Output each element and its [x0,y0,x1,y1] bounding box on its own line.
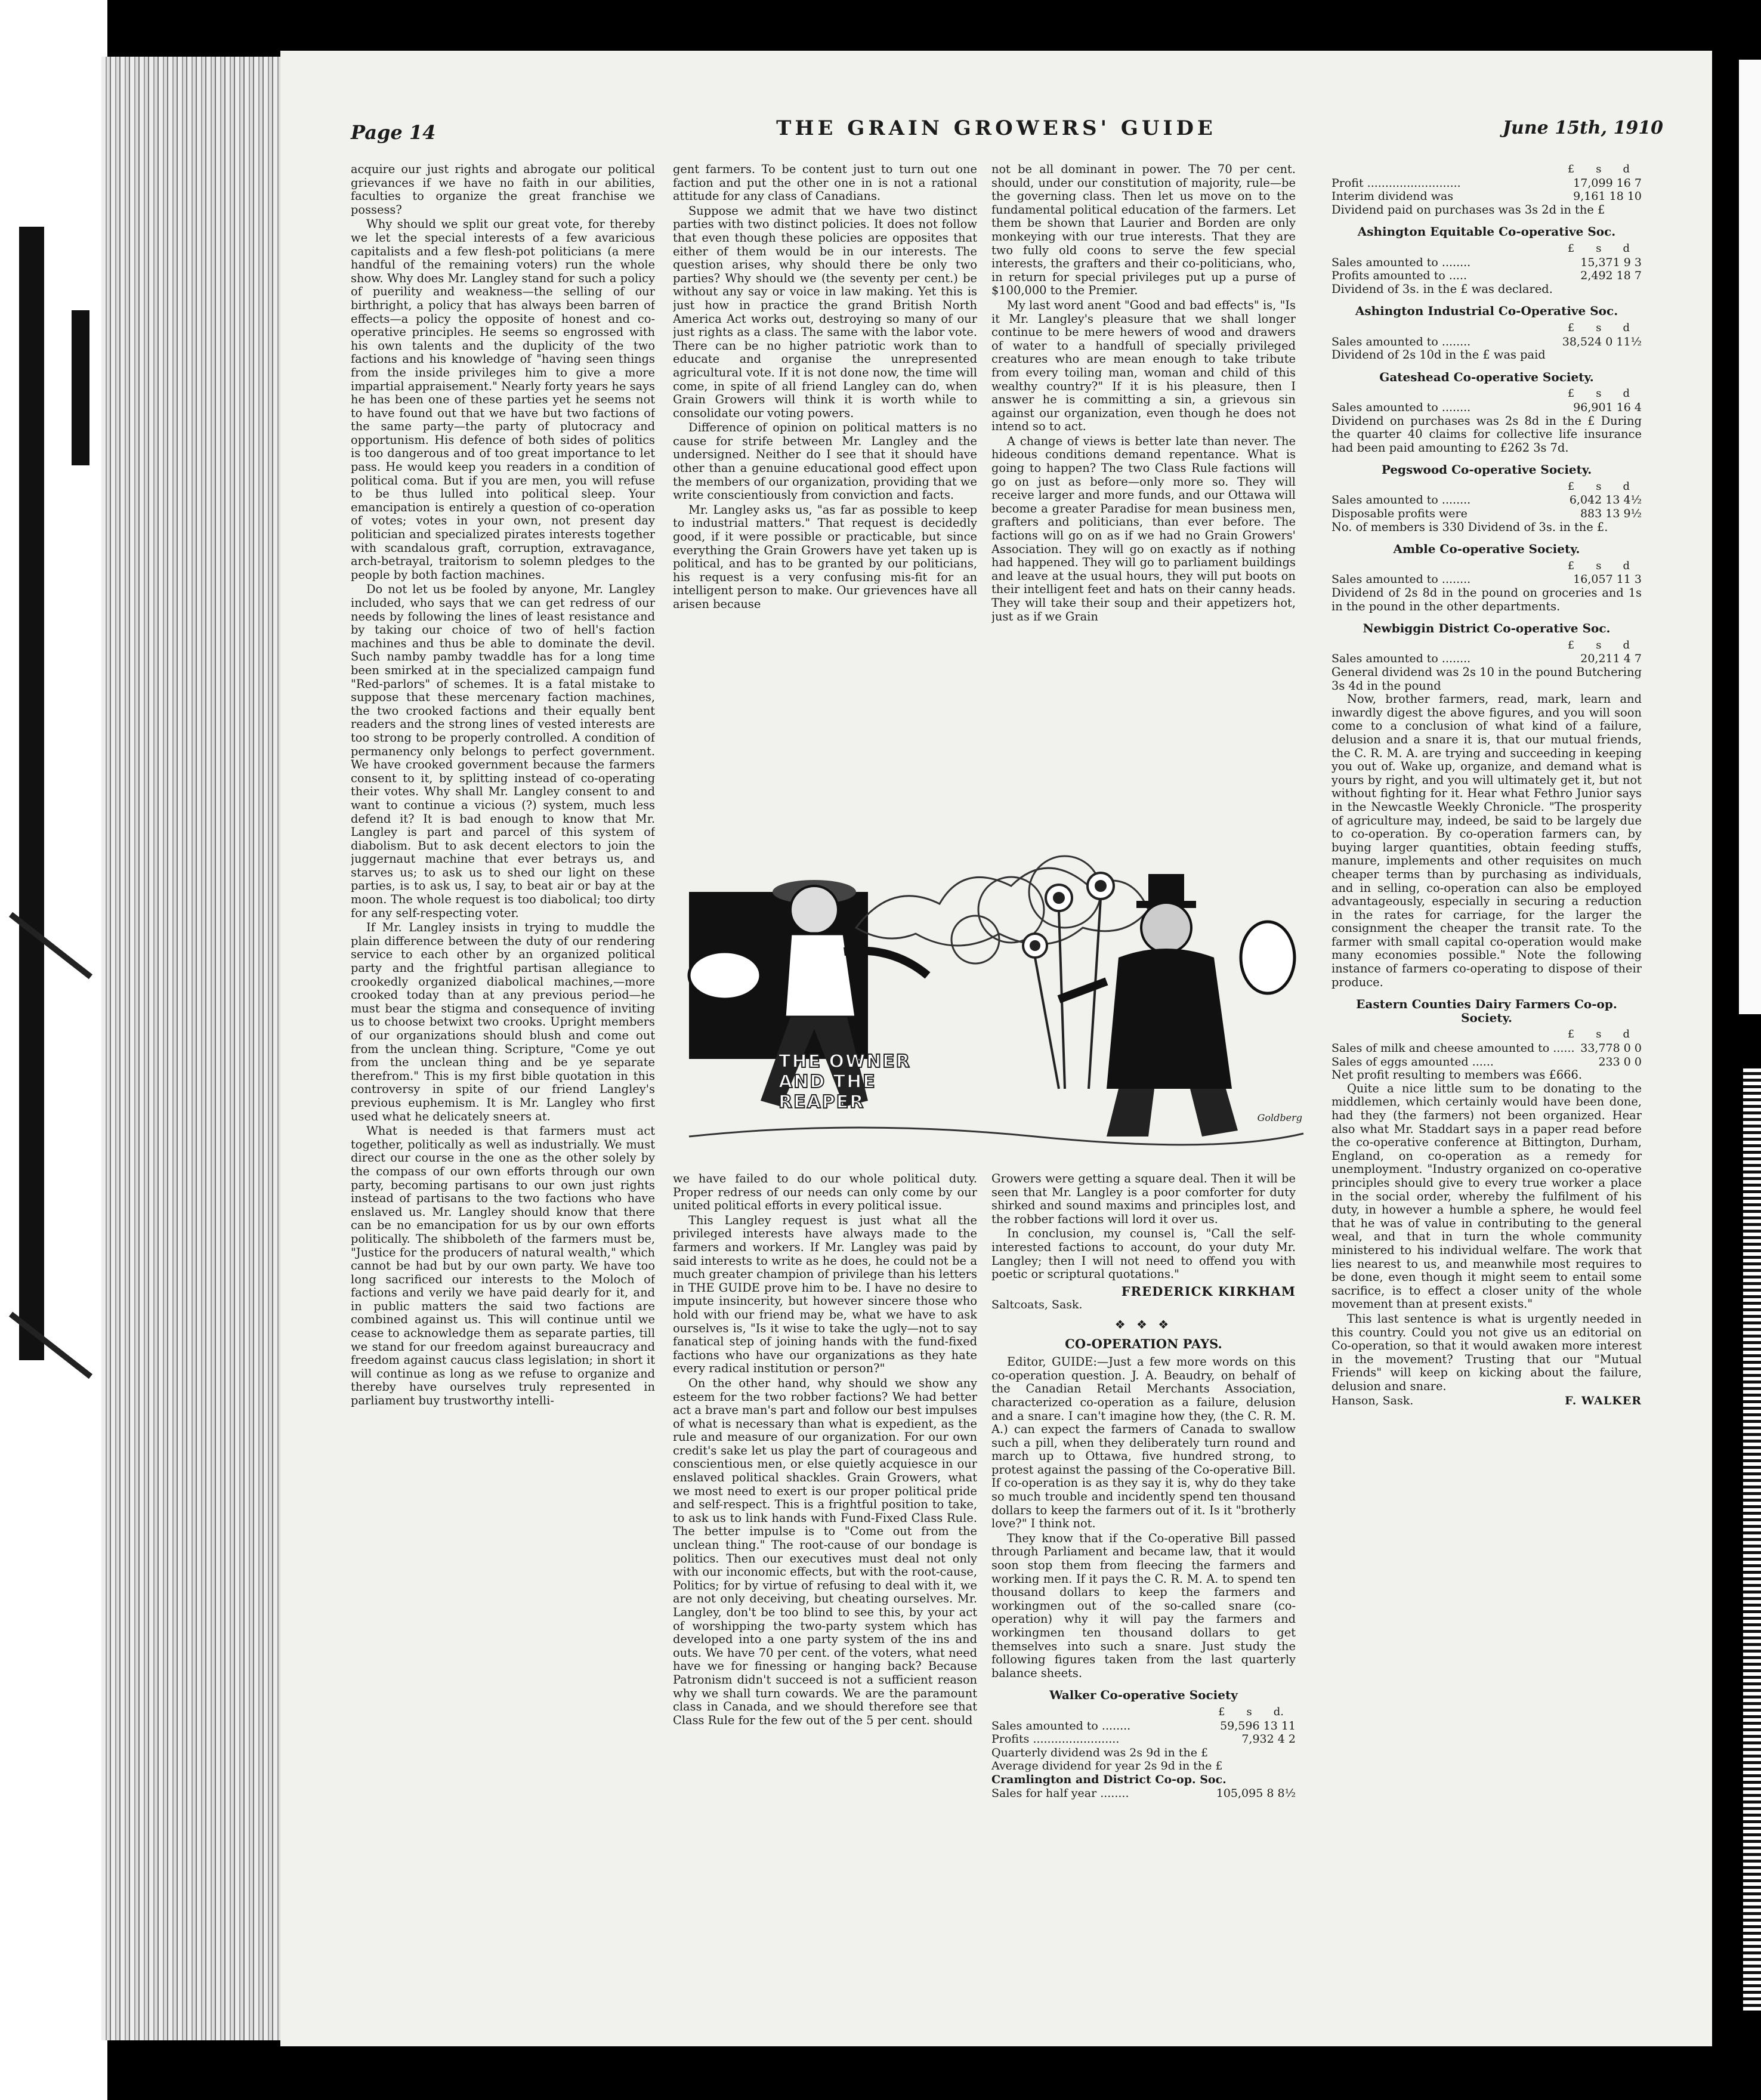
paragraph: On the other hand, why should we show any esteem for the two robber factions? We had better act a brave man's part and follow our best impulses of what is necessary than what is expedient, as the rule and measure of our organization. For our own credit's sake let us play the part of courageous and conscientious men, or else quietly acquiesce in our enslaved political shackles. Grain Growers, what we most need to exert is our proper political pride and self-respect. This is a frightful position to take, to ask us to link hands with Fund-Fixed Class Rule. The better impulse is to "Come out from the unclean thing." The root-cause of our bondage is politics. Then our executives must deal not only with our inconomic effects, but with the root-cause, Politics; for by virtue of refusing to deal with it, we are not only deceiving, but cheating ourselves. Mr. Langley, don't be too blind to see this, by your act of worshipping the two-party system which has developed into a one party system of the ins and outs. We have 70 per cent. of the voters, what need have we for finessing or hanging back? Because Patronism didn't succeed is not a sufficient reason why we shall turn cowards. We are the paramount class in Canada, and we should therefore see that Class Rule for the few out of the 5 per cent. should [673,1376,977,1727]
figure-note: No. of members is 330 Dividend of 3s. in the £. [1331,520,1608,534]
figure-row [991,1732,1296,1746]
figure-value: 38,524 0 11½ [1562,335,1642,348]
article-heading: CO-OPERATION PAYS. [1065,1336,1222,1351]
lsd-pence: d [1623,321,1630,334]
figure-note: Net profit resulting to members was £666. [1331,1068,1583,1082]
lsd-pence: d. [1273,1705,1284,1718]
paragraph: If Mr. Langley insists in trying to muddle the plain difference between the duty of our rendering service to each other by an organized political party and the frightful partisan allegiance to crookedly organized diabolical machines,—more crooked today than at any previous period—he must bear the stigma and consequence of inviting us to choose betwixt two crooks. Upright members of our organizations should blush and come out from the unclean thing. Scripture, "Come ye out from the unclean thing and be ye separate therefrom." This is my first bible quotation in this controversy in spite of our friend Langley's previous euphemism. It is Mr. Langley who first used what he delicately sneers at. [351,921,655,1123]
figure-row [991,1787,1296,1801]
paragraph: Difference of opinion on political matters is no cause for strife between Mr. Langley and the undersigned. Neither do I see that it should have other than a genuine educational good effect upon the members of our organization, providing that we write conscientiously from conviction and facts. [673,421,977,502]
lsd-pounds: £ [1567,242,1575,255]
scan-calibration-stripes [1743,1068,1761,2011]
figure-value: 105,095 8 8½ [1216,1786,1296,1800]
lsd-pounds: £ [1567,638,1575,651]
figure-label: Sales amounted to ........ [1331,335,1471,348]
society-title: Newbiggin District Co-operative Soc. [1363,621,1611,636]
lsd-pence: d [1623,163,1630,175]
lsd-pounds: £ [1567,163,1575,175]
society-title: Ashington Industrial Co-Operative Soc. [1355,304,1618,319]
issue-date: June 15th, 1910 [1502,118,1663,138]
society-block [1331,463,1642,534]
figure-note: Dividend of 2s 8d in the pound on groceries and 1s in the pound in the other departments. [1331,586,1642,613]
page-number: Page 14 [351,121,436,144]
figure-row [1331,335,1642,349]
figure-label: Sales amounted to ........ [991,1719,1131,1732]
figure-row [1331,1055,1642,1069]
figure-label: Sales for half year ........ [991,1786,1129,1800]
figure-value: 96,901 16 4 [1573,400,1642,414]
masthead: THE GRAIN GROWERS' GUIDE [776,116,1216,140]
figure-row [1331,177,1642,190]
paragraph: A change of views is better late than never. The hideous conditions demand repentance. What is going to happen? The two Class Rule factions will go on just as before—only more so. They will receive larger and more funds, and our Ottawa will become a greater Paradise for mean business men, grafters and politicians, than ever before. The factions will go on as if we had no Grain Growers' Association. They will go on exactly as if nothing had happened. They will go to parliament buildings and leave at the usual hours, they will put boots on their intelligent feet and hats on their canny heads. They will take their soup and their appetizers hot, just as if we Grain [991,434,1296,623]
lsd-pounds: £ [1567,480,1575,493]
paragraph: Quite a nice little sum to be donating to the middlemen, which certainly would have been done, had they (the farmers) not been organized. Hear also what Mr. Staddart says in a paper read before the co-operative conference at Bittington, Durham, England, on co-operation as a remedy for unemployment. "Industry organized on co-operative principles should give to every true worker a place in the social order, whereby the fulfilment of his duty, in however a humble a sphere, he would feel that he was of value in contributing to the general weal, and that in turn the whole community ministered to his individual welfare. The work that lies nearest to us, and meanwhile most requires to be done, even though it might seem to entail some sacrifice, is to effect a closer unity of the whole movement than at present exists." [1331,1081,1642,1311]
column-4 [1331,163,1642,2012]
lsd-pounds: £ [1567,1028,1575,1041]
paragraph: This Langley request is just what all the privileged interests have always made to the farmers and workers. If Mr. Langley was paid by said interests to write as he does, he could not be a much greater champion of privilege than his letters in THE GUIDE prove him to be. I have no desire to impute insincerity, but however sincere those who hold with our friend may be, what we have to ask ourselves is, "Is it wise to take the ugly—not to say fanatical step of joining hands with the fund-fixed factions who have our organizations as they hate every radical institution or person?" [673,1213,977,1376]
artist-signature: Goldberg [1257,1112,1302,1123]
paragraph: In conclusion, my counsel is, "Call the self-interested factions to account, do your duty Mr. Langley; then I will not need to offend you with poetic or scriptural quotations." [991,1227,1296,1281]
lsd-pence: d [1623,559,1630,572]
figure-label: Sales amounted to ........ [1331,255,1471,269]
lsd-pounds: £ [1218,1705,1225,1718]
figure-label: Interim dividend was [1331,190,1454,203]
book-page-edges [101,57,280,2040]
letter-signoff [1331,1394,1642,1408]
figure-note: Average dividend for year 2s 9d in the £ [991,1759,1223,1773]
column-1 [351,163,655,1988]
paragraph: Now, brother farmers, read, mark, learn and inwardly digest the above figures, and you will soon come to a conclusion of what kind of a failure, delusion and a snare it is, that our mutual friends, the C. R. M. A. are trying and succeeding in keeping you out of. Wake up, organize, and demand what is yours by right, and you will ultimately get it, but not without fighting for it. Hear what Fethro Junior says in the Newcastle Weekly Chronicle. "The prosperity of agriculture may, indeed, be said to be largely due to co-operation. By co-operation farmers can, by buying larger quantities, obtain feeding stuffs, manure, implements and other requisites on much cheaper terms than by purchasing as individuals, and in selling, co-operation can also be employed advantageously, especially in securing a reduction in the rates for carriage, for the larger the consignment the cheaper the transit rate. To the farmer with small capital co-operation would make many economies possible." Note the following instance of farmers co-operating to dispose of their produce. [1331,692,1642,989]
currency-header [991,1706,1296,1719]
society-title: Eastern Counties Dairy Farmers Co-op. Society. [1356,997,1617,1025]
paragraph: What is needed is that farmers must act together, politically as well as industrially. We must direct our course in the one as the other solely by the compass of our own efforts through our own party, becoming partisans to our own just rights instead of partisans to the two factions who have enslaved us. Mr. Langley should know that there can be no emancipation for us by our own efforts politically. The shibboleth of the farmers must be, "Justice for the producers of natural wealth," which cannot be had but by our own party. We have too long sacrificed our interests to the Moloch of factions and verily we have paid dearly for it, and in public matters the said two factions are combined against us. This will continue until we cease to acknowledge them as separate parties, till we stand for our freedom against bureaucracy and freedom against caucus class legislation; in short it will continue as long as we refuse to organize and thereby have ourselves truly represented in parliament buy trustworthy intelli- [351,1124,655,1408]
lsd-pence: d [1623,387,1630,400]
next-page-edge [1739,60,1761,1014]
figure-value: 7,932 4 2 [1241,1732,1296,1746]
figure-value: 15,371 9 3 [1580,255,1642,269]
figure-value: 6,042 13 4½ [1569,493,1642,507]
figure-label: Disposable profits were [1331,507,1468,521]
newspaper-page [280,51,1712,2046]
cartoon-illustration [677,838,1311,1160]
lsd-shillings: s [1596,559,1602,572]
figure-value: 9,161 18 10 [1573,190,1642,203]
cartoon-caption [778,1052,911,1113]
paragraph: we have failed to do our whole political duty. Proper redress of our needs can only come by our united political efforts in every political issue. [673,1172,977,1213]
figure-note: Quarterly dividend was 2s 9d in the £ [991,1746,1209,1759]
figure-note: Dividend paid on purchases was 3s 2d in the £ [1331,202,1605,217]
letter-signature: FREDERICK KIRKHAM [1121,1283,1296,1299]
currency-header [1331,560,1642,573]
society-title: Gateshead Co-operative Society. [1379,369,1594,384]
figure-label: Sales amounted to ........ [1331,652,1471,666]
figure-row [1331,507,1642,521]
society-title: Walker Co-operative Society [1049,1688,1238,1703]
currency-header [1331,387,1642,401]
society-list [1331,225,1642,693]
figure-value: 20,211 4 7 [1580,652,1642,666]
letter-place: Saltcoats, Sask. [991,1298,1083,1312]
paragraph: Mr. Langley asks us, "as far as possible to keep to industrial matters." That request is decidedly good, if it were possible or practicable, but since everything the Grain Growers have yet taken up is political, and has to be granted by our politicians, his request is a very confusing mis-fit for an intelligent person to make. Our grievences have all arisen because [673,502,977,611]
currency-header [1331,163,1642,177]
column-2-top [673,163,977,834]
figure-label: Sales amounted to ........ [1331,573,1471,586]
lsd-pence: d [1623,1028,1630,1041]
figure-value: 33,778 0 0 [1580,1042,1642,1055]
lsd-shillings: s [1596,387,1602,400]
paragraph: They know that if the Co-operative Bill passed through Parliament and became law, that it would soon stop them from fleecing the farmers and working men. If it pays the C. R. M. A. to spend ten thousand dollars to keep the farmers and workingmen out of the so-called snare (co-operation) why it will pay the farmers and workingmen ten thousand dollars to get themselves into such a snare. Just study the following figures taken from the last quarterly balance sheets. [991,1531,1296,1680]
figure-value: 16,057 11 3 [1573,573,1642,586]
lsd-shillings: s [1596,163,1602,175]
paragraph: Growers were getting a square deal. Then it will be seen that Mr. Langley is a poor comforter for duty shirked and sound maxims and principles lost, and the robber factions will lord it over us. [991,1172,1296,1226]
figure-row [1331,269,1642,283]
figure-label: Sales amounted to ........ [1331,400,1471,414]
section-ornament: ❖ ❖ ❖ [1114,1317,1173,1332]
lsd-pence: d [1623,638,1630,651]
paragraph: not be all dominant in power. The 70 per cent. should, under our constitution of majority, rule—be the governing class. Then let us move on to the fundamental political education of the farmers. Let them be shown that Laurier and Borden are only monkeying with our true interests. That they are two fully old coons to serve the few special interests, the grafters and their co-politicians, who, in return for special privileges put up a purse of $100,000 to the Premier. [991,163,1296,298]
figure-row [991,1719,1296,1733]
column-3-top [991,163,1296,834]
currency-header [1331,1028,1642,1042]
figure-value: 59,596 13 11 [1220,1719,1296,1732]
currency-header [1331,480,1642,494]
column-3-bottom [991,1172,1296,2002]
figure-row [1331,573,1642,586]
lsd-shillings: s [1596,1028,1602,1041]
figure-note: Dividend on purchases was 2s 8d in the £ During the quarter 40 claims for collective life insurance had been paid amounting to £262 3s 7d. [1331,413,1642,455]
society-title: Ashington Equitable Co-operative Soc. [1357,224,1616,239]
society-title: Cramlington and District Co-op. Soc. [991,1772,1226,1786]
paragraph: Why should we split our great vote, for thereby we let the special interests of a few avaricious capitalists and a few flesh-pot politicians (a mere handful of the remaining voters) run the whole show. Why does Mr. Langley stand for such a policy of puerility and weakness—the selling of our birthright, a policy that has always been barren of effects—a policy the opposite of honest and co-operative principles. He seems so engrossed with his own talents and the duplicity of the two factions and his knowledge of "having seen things from the inside privileges him to give a more impartial appraisement." Nearly forty years he says he has been one of these parties yet he seems not to have found out that we have but two factions of the same party—the party of plutocracy and opportunism. His defence of both sides of politics is too dangerous and of too great importance to let pass. He would keep you readers in a condition of political coma. But if you are men, you will refuse to be thus lulled into political sleep. Your emancipation is entirely a question of co-operation of votes; votes in your own, not present day politician and specialized pirates interests together with scandalous graft, corruption, extravagance, arch-betrayal, traitorism to solemn pledges to the people by both faction machines. [351,217,655,582]
society-block [1331,304,1642,362]
lsd-pounds: £ [1567,387,1575,400]
currency-header [1331,639,1642,653]
figure-label: Sales amounted to ........ [1331,493,1471,507]
lsd-shillings: s [1246,1705,1252,1718]
figure-value: 17,099 16 7 [1573,176,1642,190]
figure-value: 2,492 18 7 [1580,269,1642,283]
lsd-shillings: s [1596,480,1602,493]
figure-row [1331,1042,1642,1055]
lsd-shillings: s [1596,321,1602,334]
lsd-shillings: s [1596,638,1602,651]
lsd-pounds: £ [1567,559,1575,572]
figure-label: Profit .......................... [1331,176,1461,190]
society-block [1331,622,1642,693]
society-title: Pegswood Co-operative Society. [1381,462,1592,477]
society-block [1331,370,1642,455]
lsd-pounds: £ [1567,321,1575,334]
society-block [1331,542,1642,613]
caption-line: AND THE [778,1071,876,1092]
figure-label: Sales of milk and cheese amounted to ...... [1331,1042,1575,1055]
figure-value: 233 0 0 [1598,1055,1642,1068]
paragraph: Editor, GUIDE:—Just a few more words on this co-operation question. J. A. Beaudry, on behalf of the Canadian Retail Merchants Association, characterized co-operation as a failure, delusion and a snare. I can't imagine how they, (the C. R. M. A.) can expect the farmers of Canada to swallow such a pill, when they deliberately turn round and march up to Ottawa, five hundred strong, to protest against the passing of the Co-operative Bill. If co-operation is as they say it is, why do they take so much trouble and incidently spend ten thousand dollars to keep the farmers out of it. Is it "brotherly love?" I think not. [991,1355,1296,1531]
paragraph: My last word anent "Good and bad effects" is, "Is it Mr. Langley's pleasure that we shall longer continue to be mere hewers of wood and drawers of water to a handfull of specially privileged creatures who are mean enough to take tribute from every toiling man, woman and child of this wealthy country?" If it is his pleasure, then I answer he is committing a sin, a grievous sin against our organization, even though he does not intend so to act. [991,298,1296,434]
society-block [1331,225,1642,296]
figure-row [1331,493,1642,507]
figure-row [1331,256,1642,270]
binding-clip-small [72,310,89,465]
paragraph: This last sentence is what is urgently needed in this country. Could you not give us an editorial on Co-operation, so that it would awaken more interest in the movement? Trusting that our "Mutual Friends" will keep on kicking about the failure, delusion and snare. [1331,1311,1642,1393]
binding-clip [19,227,44,1360]
paragraph: acquire our just rights and abrogate our political grievances if we have no faith in our abilities, faculties to organize the great franchise we possess? [351,163,655,217]
lsd-pence: d [1623,480,1630,493]
column-2-bottom [673,1172,977,2002]
society-title: Amble Co-operative Society. [1393,542,1580,557]
figure-value: 883 13 9½ [1580,507,1642,521]
scan-margin-left [0,0,107,2100]
paragraph: Do not let us be fooled by anyone, Mr. Langley included, who says that we can get redress of our needs by following the lines of least resistance and by taking our choice of two of hell's faction machines and thus be able to dominate the devil. Such namby pamby twaddle has for a long time been smirked at in the specialized campaign fund "Red-parlors" of schemes. It is a fatal mistake to suppose that these mercenary faction machines, the two crooked factions and their equally bent readers and the strong lines of vested interests are too strong to be properly controlled. A condition of permanency only belongs to perfect government. We have crooked government because the farmers consent to it, by splitting instead of co-operating their votes. Why shall Mr. Langley consent to and want to continue a vicious (?) system, much less defend it? It is bad enough to know that Mr. Langley is part and parcel of this system of diabolism. But to ask decent electors to join the juggernaut machine that ever betrays us, and starves us; to ask us to shed our light on these parties, is to ask us, I say, to beat air or bay at the moon. The whole request is too diabolical; too dirty for any self-respecting voter. [351,582,655,920]
figure-note: Dividend of 3s. in the £ was declared. [1331,282,1553,296]
figure-note: Dividend of 2s 10d in the £ was paid [1331,348,1546,362]
lsd-pence: d [1623,242,1630,255]
figure-row [1331,652,1642,666]
figure-label: Sales of eggs amounted ...... [1331,1055,1494,1068]
editorial-cartoon [677,838,1311,1160]
currency-header [1331,242,1642,256]
paragraph: Suppose we admit that we have two distinct parties with two distinct policies. It does not follow that even though these policies are opposites that either of them would be in our interests. The question arises, why should there be only two parties? Why should we (the seventy per cent.) be without any say or voice in law making. Yet this is just how in practice the grand British North America Act works out, destroying so many of our just rights as a class. The same with the labor vote. There can be no higher patriotic work than to educate and organise the unrepresented agricultural vote. If it is not done now, the time will come, in spite of all friend Langley can do, when Grain Growers will think it is worth while to consolidate our voting powers. [673,203,977,420]
figure-label: Profits amounted to ..... [1331,269,1468,283]
figure-note: General dividend was 2s 10 in the pound Butchering 3s 4d in the pound [1331,665,1642,693]
figure-label: Profits ........................ [991,1732,1120,1746]
figure-row [1331,401,1642,415]
paragraph: gent farmers. To be content just to turn out one faction and put the other one in is not a rational attitude for any class of Canadians. [673,163,977,203]
letter-place: Hanson, Sask. [1331,1394,1414,1408]
caption-line: THE OWNER [778,1051,911,1072]
lsd-shillings: s [1596,242,1602,255]
caption-line: REAPER [778,1092,865,1113]
letter-signature: F. WALKER [1565,1394,1642,1408]
figure-row [1331,190,1642,203]
currency-header [1331,322,1642,335]
